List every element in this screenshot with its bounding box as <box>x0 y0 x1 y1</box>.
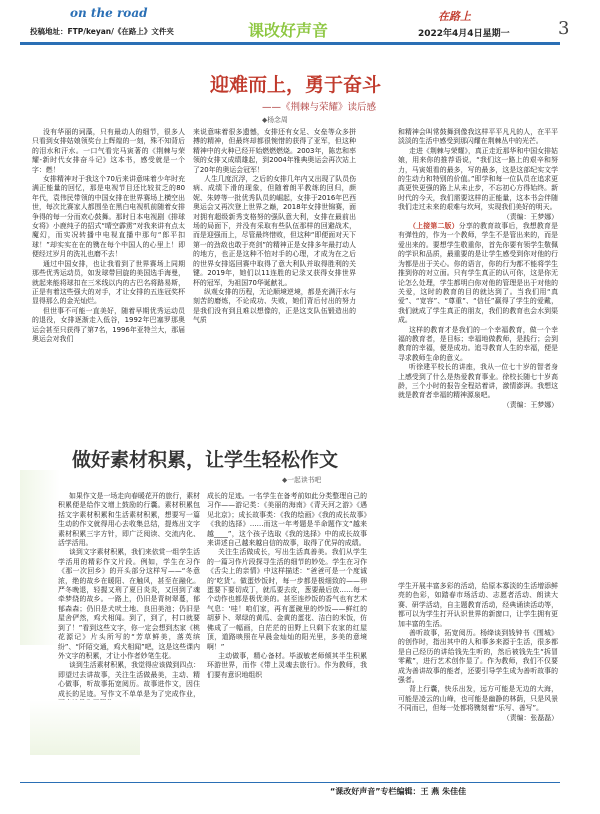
article1-title: 迎难而上，勇于奋斗 <box>210 74 382 96</box>
footer-rule <box>20 782 560 783</box>
paragraph: 听徐建平校长的讲座，我从一位七十岁的智者身上感受到了什么是热爱教育事业。徐校长随七十岁高龄，三个小时的报告全程站着讲，激情澎湃。我想这就是教育者幸福的精神源泉吧。 <box>398 363 558 400</box>
paragraph: 学生开展丰富多彩的活动，给原本寡淡的生活增添鲜亮的色彩，如踏春市场活动、志愿者活动、朗读大赛、研学活动，自主题教育活动，经典诵读活动等，都可以为学生打开认识世界的新窗口，让学生拥有更加丰富的生活。 <box>398 582 558 628</box>
page-header <box>0 0 600 46</box>
editor-sign: （责编：王梦娜） <box>502 400 558 409</box>
paragraph: 人生几度沉浮，之后的女排几年内又出现了队员伤病、成绩下滑的现象，但随着朗平教练的回归，颜妮、朱婷等一批优秀队员的崛起，女排于2016年巴西奥运会又再次登上世界之巅，2018年女排世锦赛，面对拥有超级新秀支格努的强队意大利，女排在最前出场的局面下，并没有采取有些队伍那样的回避战术，而是迎强而上，尽管最终惜败，但这种“即便面对天下第一的劲敌也敢于亮剑”的精神正是女排多年最打动人的地方，也正是这种不怕对手的心理，才成为在之后的世界女排巡回赛中取得了意大利队并取得胜利的关键。2019年，她们以11连胜的记录又获得女排世界杯的冠军，为祖国70华诞献礼。 <box>193 175 356 287</box>
page-number: 3 <box>558 18 570 39</box>
paragraph: 关注生活做成长，写出生活真善美。我们从学生的一篇习作片段探寻生活的细节的妙处。学生在习作《舌尖上的亲情》中这样描述：“爸爸可是一个度诚的‘吃货’。做蛋炒饭时，每一步都是极细致的——卵蛋要下要切成丁，就瓜要去皮，葱要最后放……每一个动作也都是极优美的。甚至连炒饭的香气也有艺术气息：‘哇！咱们家，再有蛋碗里的炒饭——鲜红的胡萝卜、翠绿的黄瓜、金黄的蛋花、洁白的米饭，仿佛成了一幅画，白茫茫的田野上只剩下农家的红屋顶，道路映照在早晨金灿灿的阳光里，多美的意境啊！” <box>207 548 367 651</box>
article2-title: 做好素材积累，让学生轻松作文 <box>72 449 339 471</box>
submission-address: 投稿地址：FTP/keyan/《在路上》文件夹 <box>30 27 174 36</box>
article2-column-2 <box>207 492 367 680</box>
article2-column-1 <box>58 492 200 708</box>
header-rule <box>20 42 560 45</box>
editor-sign: （责编：王梦娜） <box>502 212 558 221</box>
article1-subtitle: ——《荆棘与荣耀》读后感 <box>262 102 377 113</box>
paragraph: 成长的足迹。一名学生在备考前如此分类整理自己的习作——游记类：《美丽的海南》《青天河之游》《遇见北京》；成长故事类：《我的绘画》《我的成长故事》《我的选择》……而这一年考题是半命题作文“越来越____”，这个孩子选取《我的选择》中的成长故事来讲述自己越来越自信的故事，取得了优异的成绩。 <box>207 492 367 548</box>
paragraph: 纵观女排的历程，无论顺境逆境，都是充满汗水与刻苦的磨炼，不论成功、失败，她们背后付出的努力是我们没有到且难以想像的，正是这支队伍锻造出的气质 <box>193 287 356 325</box>
paragraph: 但世事不可能一直美好，随着早期优秀运动员的退役，女排逐渐走入低谷，1992年巴塞罗那奥运会甚至只获得了第7名，1996年亚特兰大，那届奥运会对我们 <box>32 306 185 343</box>
continued-label: （上接第二版） <box>409 222 459 231</box>
column-editors: “课改好声音”专栏编辑：王 燕 朱佳佳 <box>330 787 467 796</box>
decorative-leaf-image <box>20 470 60 645</box>
paragraph: 谈到文字素材积累，我们来依赏一组学生活学活用的精彩作文片段。例如，学生在习作《那一次回乡》的开头部分这样写——“冬意浓，绝的故乡在暖阳、在触风，甚至在融化。严冬晚退，轻握又刑了夏日炎炎，又回到了魂牵梦绕的故乡。一路上，仍旧是青树翠蔓，郁郁森森；仍旧是犬吠土地、良田美池；仍旧是屋舍俨然，鸡犬相闻。到了，到了，村口就要到了！”看到这些文字，你一定会想到杰家《桃花源记》片头所写的“芳草鲜美，落英缤纷”、“阡陌交通，鸡犬相闻”吧，这是这些课内外文字的积累，才让小作者妙笔生花。 <box>58 548 200 660</box>
newspaper-logo: on the road <box>70 6 148 20</box>
article1-column-2 <box>193 128 356 326</box>
paragraph: 如果作文是一场走向春暖花开的旅行，素材积累便是给作文增上鼓励的行囊。素材积累包括文字素材积累和生活素材积累，想要写一篇生动的作文就得用心去收集总结，提炼出文字素材积累三字方针，即广泛阅读、交流内化、活学活用。 <box>58 492 200 548</box>
paragraph: 背上行囊，快乐出发，远方可能是无边的大海，可能是凌云的山峰，也可能是幽静的林荫，只是风景不同而已，但每一处都将镌刻着“乐写、善写”。 <box>398 685 558 713</box>
issue-date: 2022年4月4日星期一 <box>418 29 510 39</box>
paragraph: 这样的教育才是我们的一个幸福教育，做一个幸福的教育者，是目标；幸福地做教师，是践行；会到教育的幸福，便是成功。追寻教育人生的幸福，便是寻求教师生命的意义。 <box>398 325 558 362</box>
paragraph: 通过中国女排，也让我看到了世界赛场上同期那些优秀运动员，如发球带回旋的美国选手海曼，就起来能将球扣在三米线以内的古巴名将路易斯，正是有着这些强大的对手，才让女排的五连冠奖杯显得那么的金光灿烂。 <box>32 259 185 306</box>
article1-column-1 <box>32 128 185 344</box>
decorative-bottom-image <box>30 700 140 755</box>
paragraph: 来说意味着很多遗憾，女排还有女足、女垒等众多拼搏的精神，但最终却都很惋惜的获得了亚军，但这种精神中的火种已经开始燃燃燃烧。2003年，陈忠和率领的女排又成绩雄起，到2004年雅典奥运会再次站上了20年的奥运会冠军！ <box>193 128 356 174</box>
paragraph: 分享的教育故事后，我想教育是有弹性的，作为一个教师，学生不是管出来的，而是爱出来的。要想学生敬重你，首先你要有领学生敬佩的学识和品质，最重要的是让学生感受到你对他的行为都是出于关心。你的语言，你的行为都不能将学生推到你的对立面。只有学生真正的认可你，这是你无论怎么处理，学生都明白你对他的管理是出于对他的关爱，这时的教育的目的就达到了。当我们用“真爱”、“宽容”、“尊重”、“信任”赢得了学生的爱戴，我们就成了学生真正的朋友，我们的教育也会水到渠成。 <box>398 222 559 325</box>
paragraph: 女排精神对于我这个70后来讲意味着少年时充满正能量的回忆，那是电视节目还比较贫乏的80年代，袁伟民带领的中国女排在世界赛场上横空出世，每次比赛家人都围坐在黑白电视机前随着女排争得的每一分而欢心鼓舞。那时日本电视剧《排球女将》小鹿纯子的招式“晴空霹雳”对我来讲有点太魔幻，而实况转播中电视直播中那句“郎平扣球！”却实实在在的镌在每个中国人的心里上！即便经过岁月的洗礼也磨不去！ <box>32 175 185 259</box>
paragraph: 谈到生活素材积累，我觉得应该做到四点：即望过去讲故事，关注生活做最美，主动、精心做事，听故事拓宽阅历。故事进作文，因住成长的足迹。写作文不单单是为了完成作业， <box>58 661 200 698</box>
article2-column-3 <box>398 582 558 723</box>
paragraph: 没有华丽的词藻，只有最动人的细节，很多人只看到女排姑娘领奖台上辉煌的一刻，殊不知背后的泪水和汗水。一口气看完马寅著的《荆棘与荣耀-新时代女排奋斗记》这本书，感受就是一个字：燃！ <box>32 128 185 174</box>
paragraph: 和精神会叫常鼓舞到像我这样平平凡凡的人，在平平淡淡的生活中感受到那闪耀在荆棘丛中的光芒。 <box>398 128 558 146</box>
brand-title: 在路上 <box>438 10 471 23</box>
article2-author: ◆一起读书吧 <box>282 476 322 484</box>
paragraph: 主动做事，精心备材。毕淑敏老师倾其半生积累环游世界，而作《带上灵魂去旅行》。作为教师，我们要有意识地组织 <box>207 651 367 679</box>
paragraph: 善听故事，拓宽阅历。杨绛谈到钱钟书《围城》的创作时，指出其中的人和事多来源于生活，很多都是自己经历的讲给钱先生听的，然后被钱先生“拆冒零戴”，进行艺术创作显了。作为教师，我们不仅要成为善讲故事的能者，还要引导学生成为善听故事的强者。 <box>398 629 558 685</box>
paragraph: 走进《荆棘与荣耀》，真正走近那华和中国女排姑娘，用来你的推荐语说，“我们这一路上的艰辛和努力，马寅姐看的最多，写的最多，这是这部纪实文学的生动力和特别的价值。”即学和每一位队员在追求更高更快更强的路上从未止步，不忘初心方得始终。新时代的今天，我们需要这样的正能量，这本书会伴随我们走过未来的艰难与坎坷，实现我们美好的明天。 <box>398 146 558 212</box>
editor-sign: （责编：张磊磊） <box>502 713 558 722</box>
column-name: 课改好声音 <box>248 21 329 40</box>
continued-section <box>398 222 558 325</box>
article1-column-3 <box>398 128 558 410</box>
article1-author: ◆杨念周 <box>262 116 288 124</box>
